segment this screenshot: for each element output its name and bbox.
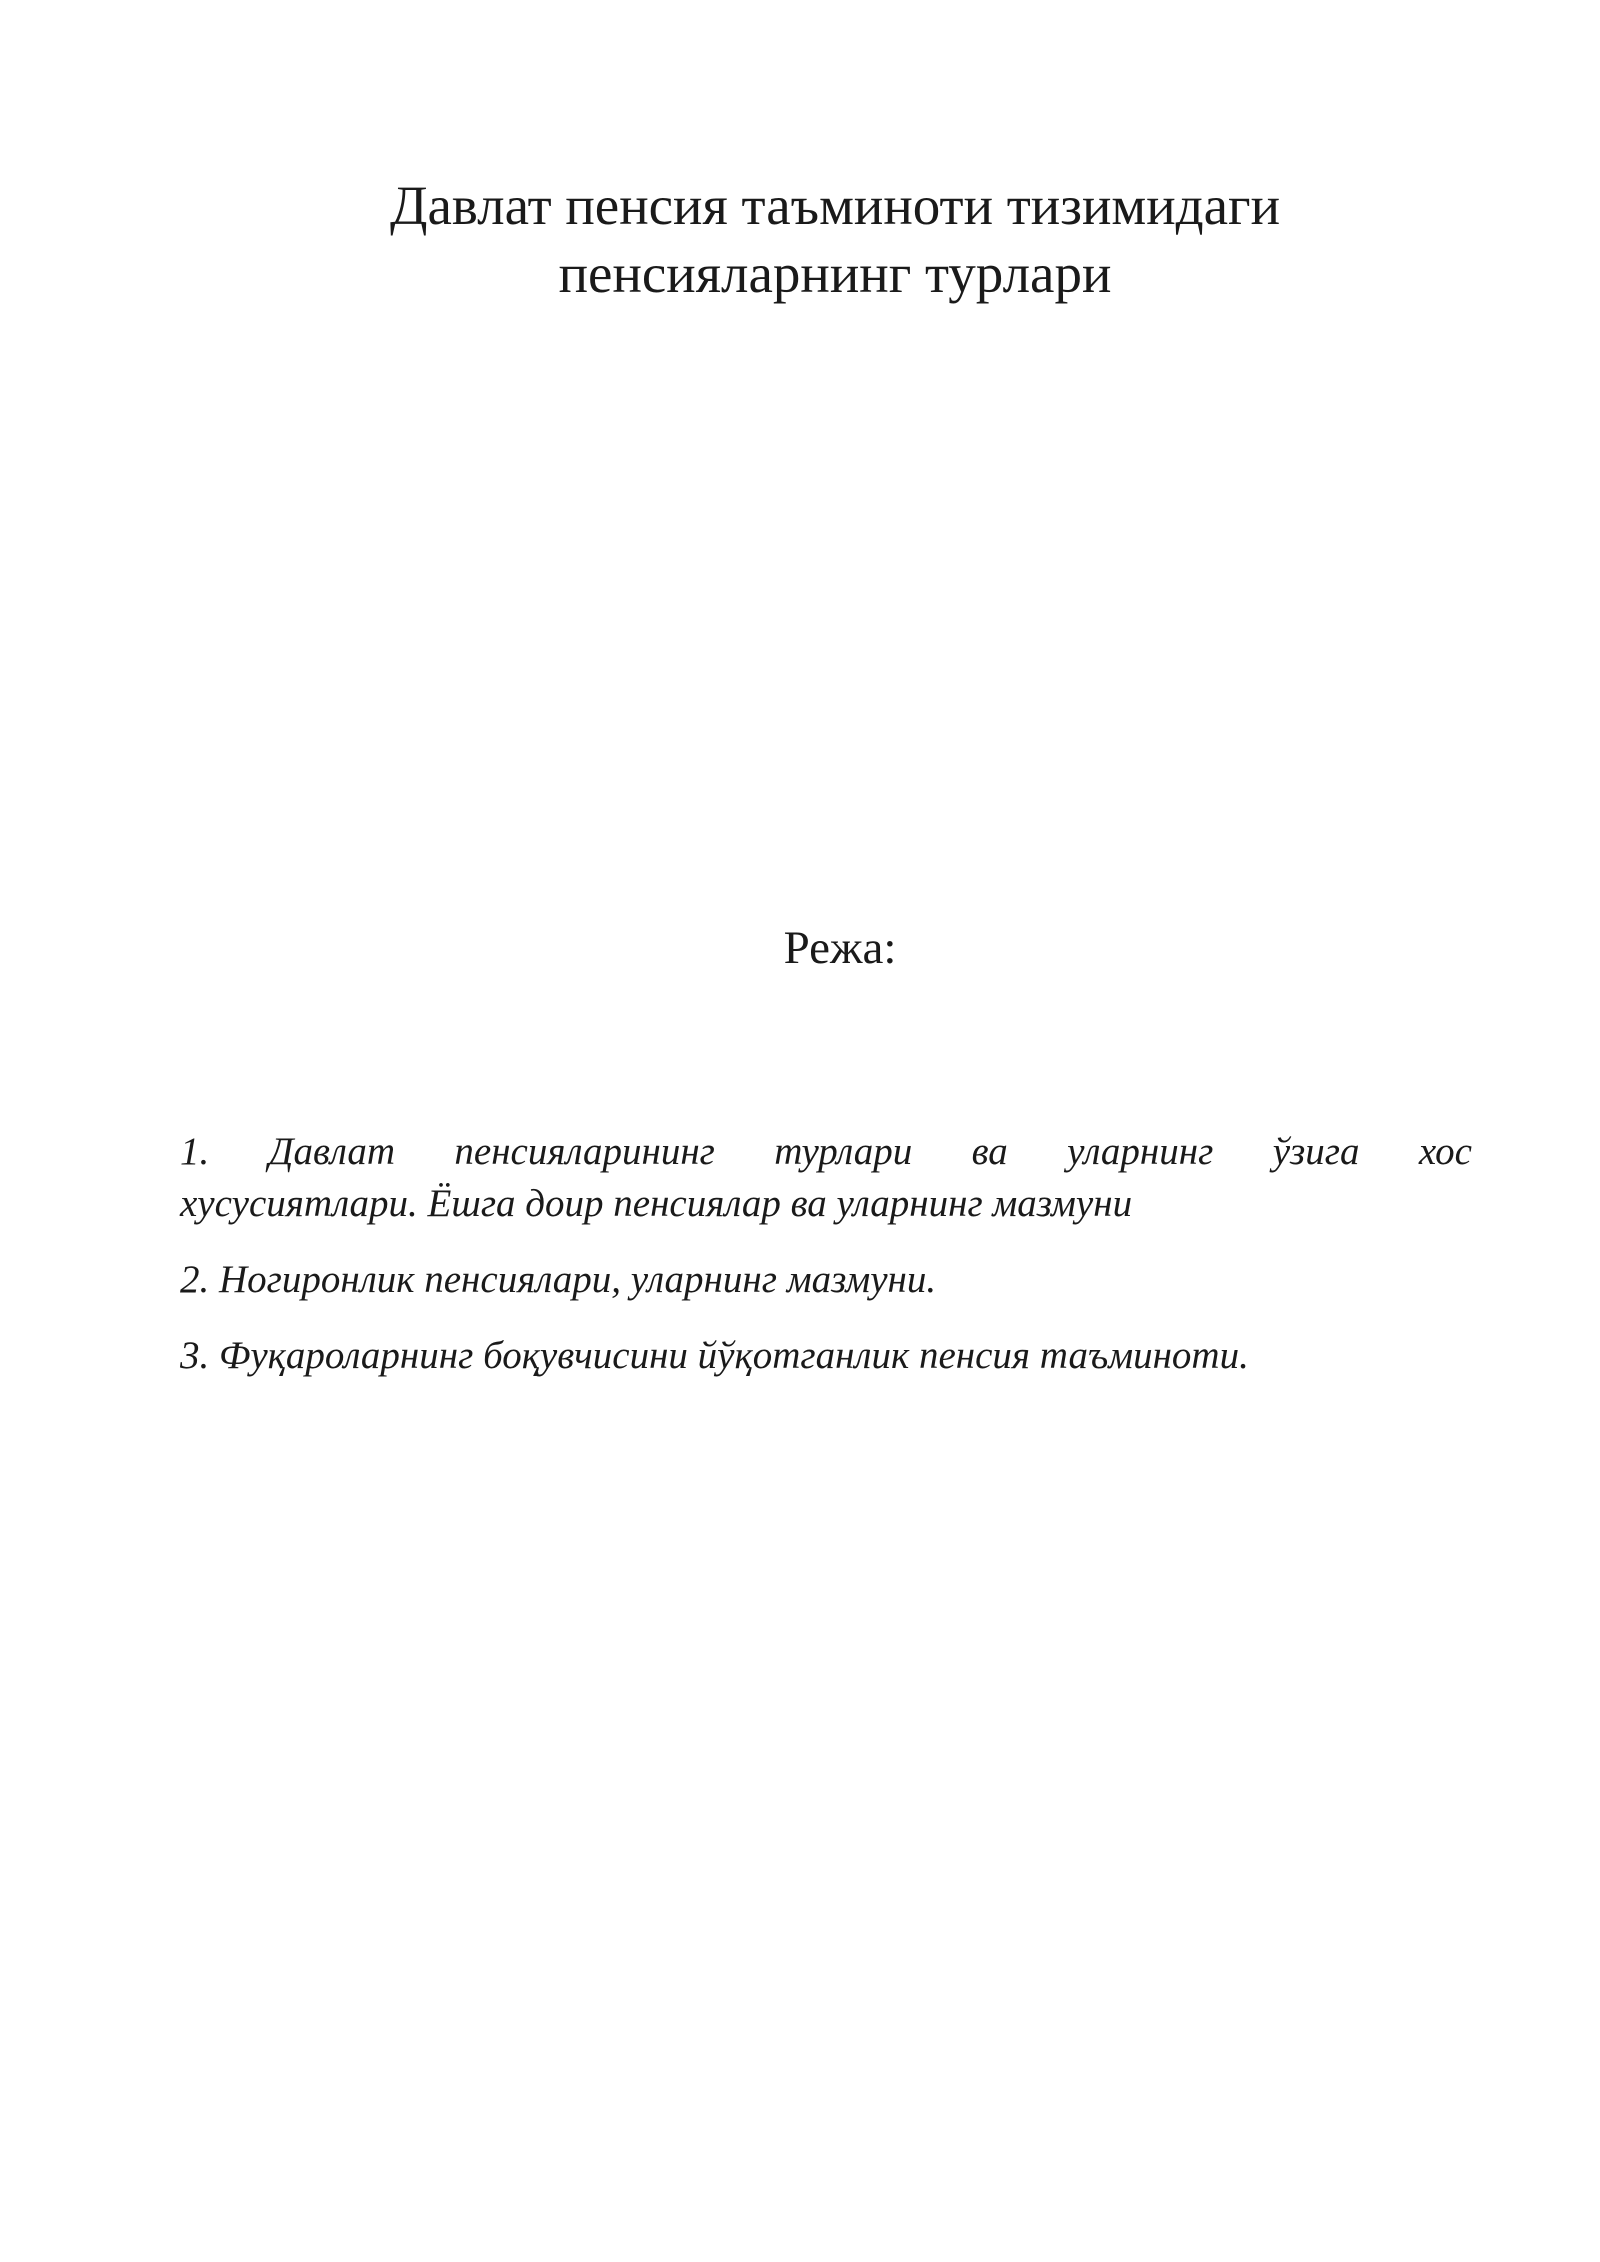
plan-list bbox=[180, 1126, 1472, 1406]
document-title-line-1: Давлат пенсия таъминоти тизимидаги bbox=[389, 175, 1281, 236]
plan-item-1 bbox=[180, 1126, 1472, 1230]
plan-heading: Режа: bbox=[783, 922, 897, 974]
plan-item-1-line-2: хусусиятлари. Ёшга доир пенсиялар ва уларнинг мазмуни bbox=[180, 1182, 1133, 1225]
plan-item-1-line-1: 1. Давлат пенсияларининг турлари ва уларнинг ўзига хос bbox=[180, 1130, 1472, 1173]
plan-item-3: 3. Фуқароларнинг боқувчисини йўқотганлик пенсия таъминоти. bbox=[180, 1334, 1249, 1377]
document-title-line-2: пенсияларнинг турлари bbox=[558, 243, 1112, 304]
plan-item-2: 2. Ногиронлик пенсиялари, уларнинг мазмуни. bbox=[180, 1258, 937, 1301]
document-title bbox=[330, 172, 1340, 308]
